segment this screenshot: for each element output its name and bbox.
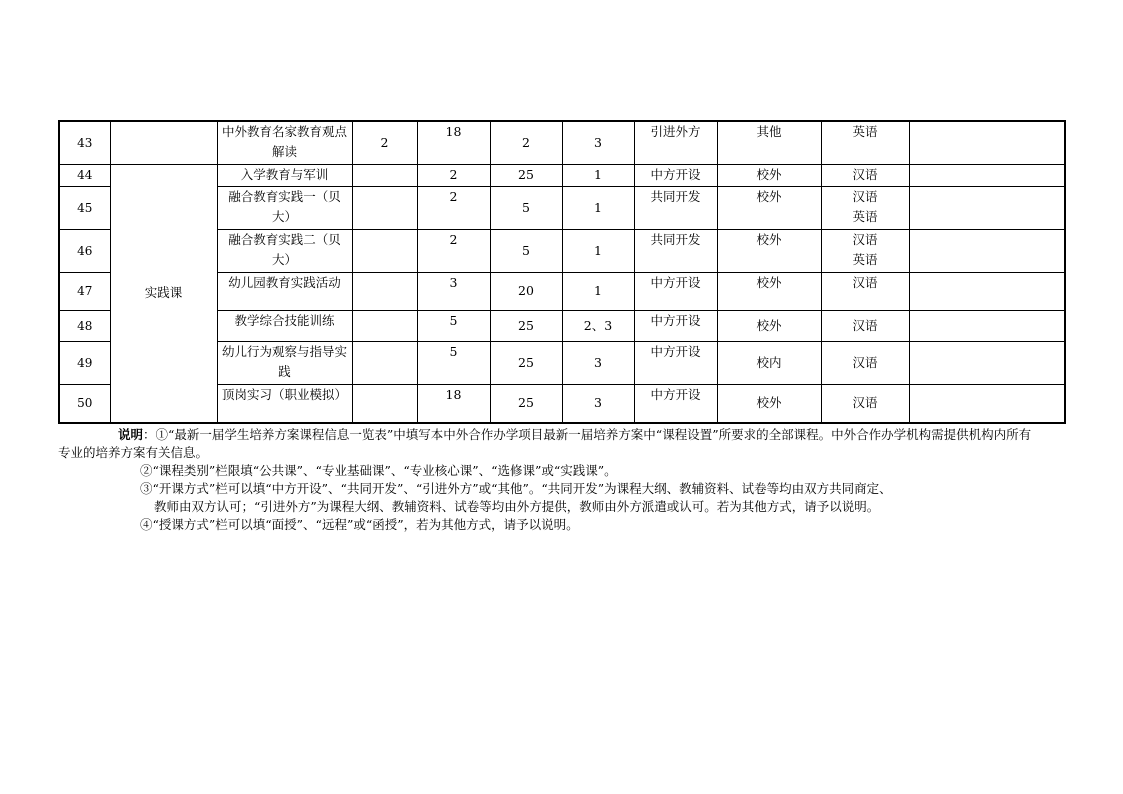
course-name: 入学教育与军训	[217, 164, 352, 186]
hours-cell: 2	[417, 229, 490, 272]
row-number: 46	[59, 229, 110, 272]
teaching-place: 其他	[717, 121, 821, 164]
credit-cell	[352, 341, 417, 384]
row-number: 47	[59, 272, 110, 310]
credit-cell	[352, 229, 417, 272]
row-number: 45	[59, 186, 110, 229]
remark-cell	[909, 121, 1065, 164]
weeks-cell: 25	[490, 384, 562, 423]
row-number: 48	[59, 310, 110, 341]
row-number: 44	[59, 164, 110, 186]
course-table	[58, 120, 1066, 424]
offering-mode: 中方开设	[634, 272, 717, 310]
teaching-place: 校外	[717, 186, 821, 229]
offering-mode: 中方开设	[634, 310, 717, 341]
note-3: ③“开课方式”栏可以填“中方开设”、“共同开发”、“引进外方”或“其他”。“共同开发”为课程大纲、教辅资料、试卷等均由双方共同商定、	[140, 481, 892, 496]
table-notes	[58, 426, 1038, 534]
semester-cell: 1	[562, 229, 634, 272]
teaching-language: 汉语	[821, 384, 909, 423]
course-name: 融合教育实践二（贝大）	[217, 229, 352, 272]
teaching-place: 校内	[717, 341, 821, 384]
credit-cell	[352, 164, 417, 186]
course-name: 中外教育名家教育观点解读	[217, 121, 352, 164]
course-info-sheet	[58, 120, 1065, 534]
teaching-place: 校外	[717, 272, 821, 310]
offering-mode: 中方开设	[634, 384, 717, 423]
course-category-practice: 实践课	[110, 164, 217, 423]
course-name: 融合教育实践一（贝大）	[217, 186, 352, 229]
note-4: ④“授课方式”栏可以填“面授”、“远程”或“函授”，若为其他方式，请予以说明。	[140, 517, 579, 532]
teaching-language: 汉语 英语	[821, 229, 909, 272]
hours-cell: 5	[417, 341, 490, 384]
note-title: 说明	[118, 427, 144, 442]
remark-cell	[909, 341, 1065, 384]
hours-cell: 18	[417, 384, 490, 423]
offering-mode: 共同开发	[634, 229, 717, 272]
remark-cell	[909, 384, 1065, 423]
remark-cell	[909, 164, 1065, 186]
weeks-cell: 25	[490, 164, 562, 186]
credit-cell	[352, 310, 417, 341]
hours-cell: 2	[417, 164, 490, 186]
course-name: 幼儿行为观察与指导实践	[217, 341, 352, 384]
teaching-language: 英语	[821, 121, 909, 164]
hours-cell: 5	[417, 310, 490, 341]
credit-cell: 2	[352, 121, 417, 164]
teaching-language: 汉语	[821, 272, 909, 310]
hours-cell: 3	[417, 272, 490, 310]
teaching-language: 汉语	[821, 164, 909, 186]
note-2: ②“课程类别”栏限填“公共课”、“专业基础课”、“专业核心课”、“选修课”或“实践课”。	[140, 463, 617, 478]
weeks-cell: 5	[490, 186, 562, 229]
offering-mode: 中方开设	[634, 341, 717, 384]
weeks-cell: 2	[490, 121, 562, 164]
row-number: 43	[59, 121, 110, 164]
offering-mode: 引进外方	[634, 121, 717, 164]
offering-mode: 共同开发	[634, 186, 717, 229]
semester-cell: 3	[562, 384, 634, 423]
note-1-text: ：①“最新一届学生培养方案课程信息一览表”中填写本中外合作办学项目最新一届培养方案中“课程设置”所要求的全部课程。中外合作办学机构需提供机构内所有专业的培养方案有关信息。	[58, 427, 1032, 460]
row-number: 50	[59, 384, 110, 423]
semester-cell: 3	[562, 121, 634, 164]
remark-cell	[909, 229, 1065, 272]
semester-cell: 1	[562, 186, 634, 229]
remark-cell	[909, 272, 1065, 310]
hours-cell: 18	[417, 121, 490, 164]
weeks-cell: 20	[490, 272, 562, 310]
weeks-cell: 25	[490, 310, 562, 341]
table-row	[59, 121, 1065, 164]
teaching-place: 校外	[717, 384, 821, 423]
row-number: 49	[59, 341, 110, 384]
semester-cell: 2、3	[562, 310, 634, 341]
remark-cell	[909, 310, 1065, 341]
teaching-place: 校外	[717, 229, 821, 272]
table-row	[59, 164, 1065, 186]
credit-cell	[352, 186, 417, 229]
offering-mode: 中方开设	[634, 164, 717, 186]
semester-cell: 3	[562, 341, 634, 384]
note-3-continued: 教师由双方认可；“引进外方”为课程大纲、教辅资料、试卷等均由外方提供，教师由外方派遣或认可。若为其他方式，请予以说明。	[154, 499, 880, 514]
course-name: 顶岗实习（职业模拟）	[217, 384, 352, 423]
teaching-place: 校外	[717, 164, 821, 186]
semester-cell: 1	[562, 164, 634, 186]
course-category-cell	[110, 121, 217, 164]
teaching-language: 汉语	[821, 341, 909, 384]
note-1	[58, 426, 1038, 462]
teaching-place: 校外	[717, 310, 821, 341]
weeks-cell: 5	[490, 229, 562, 272]
credit-cell	[352, 272, 417, 310]
weeks-cell: 25	[490, 341, 562, 384]
course-name: 教学综合技能训练	[217, 310, 352, 341]
credit-cell	[352, 384, 417, 423]
teaching-language: 汉语	[821, 310, 909, 341]
semester-cell: 1	[562, 272, 634, 310]
hours-cell: 2	[417, 186, 490, 229]
remark-cell	[909, 186, 1065, 229]
course-name: 幼儿园教育实践活动	[217, 272, 352, 310]
teaching-language: 汉语 英语	[821, 186, 909, 229]
